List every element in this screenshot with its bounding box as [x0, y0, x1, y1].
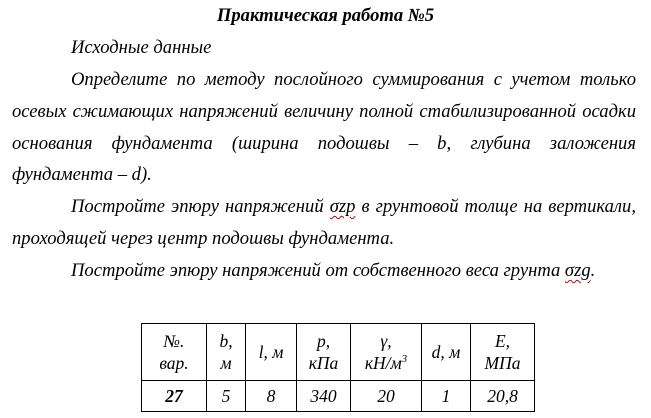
- header-e: E, МПа: [471, 324, 535, 381]
- header-gamma: γ, $кН/м^3$: [351, 324, 422, 381]
- header-p: p, кПа: [297, 324, 351, 381]
- cell-p: 340: [297, 381, 351, 412]
- task-para1-line1: Определите по методу послойного суммирования с учетом только: [71, 69, 636, 90]
- para2-end: в грунтовой толще на вертикали,: [355, 196, 636, 217]
- cell-l: 8: [246, 381, 297, 412]
- cell-b: 5: [207, 381, 246, 412]
- cell-gamma: 20: [351, 381, 422, 412]
- task-para1-line3: основания фундамента (ширина подошвы – b, глубина заложения: [12, 133, 636, 154]
- table-row: [142, 381, 535, 412]
- header-variant: №. вар.: [142, 324, 207, 381]
- cell-variant: 27: [142, 381, 207, 412]
- cell-e: 20,8: [471, 381, 535, 412]
- task-para1-line2: осевых сжимающих напряжений величину полной стабилизированной осадки: [12, 101, 636, 122]
- task-para1-line4: фундамента – d).: [12, 164, 152, 185]
- para3-end: .: [590, 260, 596, 281]
- task-para3: [71, 260, 595, 282]
- subheading: Исходные данные: [71, 37, 212, 58]
- table-header-row: [142, 324, 535, 381]
- sigma-zg-symbol: σzg: [564, 260, 591, 281]
- input-data-table: [141, 323, 535, 412]
- cell-d: 1: [422, 381, 471, 412]
- page-title: Практическая работа №5: [216, 5, 435, 26]
- para2-text: Постройте эпюру напряжений: [71, 196, 330, 217]
- header-l: l, м: [246, 324, 297, 381]
- header-d: d, м: [422, 324, 471, 381]
- para3-text: Постройте эпюру напряжений от собственного веса грунта: [71, 260, 565, 281]
- sigma-zp-symbol: σzp: [329, 196, 356, 217]
- task-para2-line2: проходящей через центр подошвы фундамента.: [12, 228, 395, 249]
- task-para2-line1: [71, 196, 636, 218]
- header-b: b, м: [207, 324, 246, 381]
